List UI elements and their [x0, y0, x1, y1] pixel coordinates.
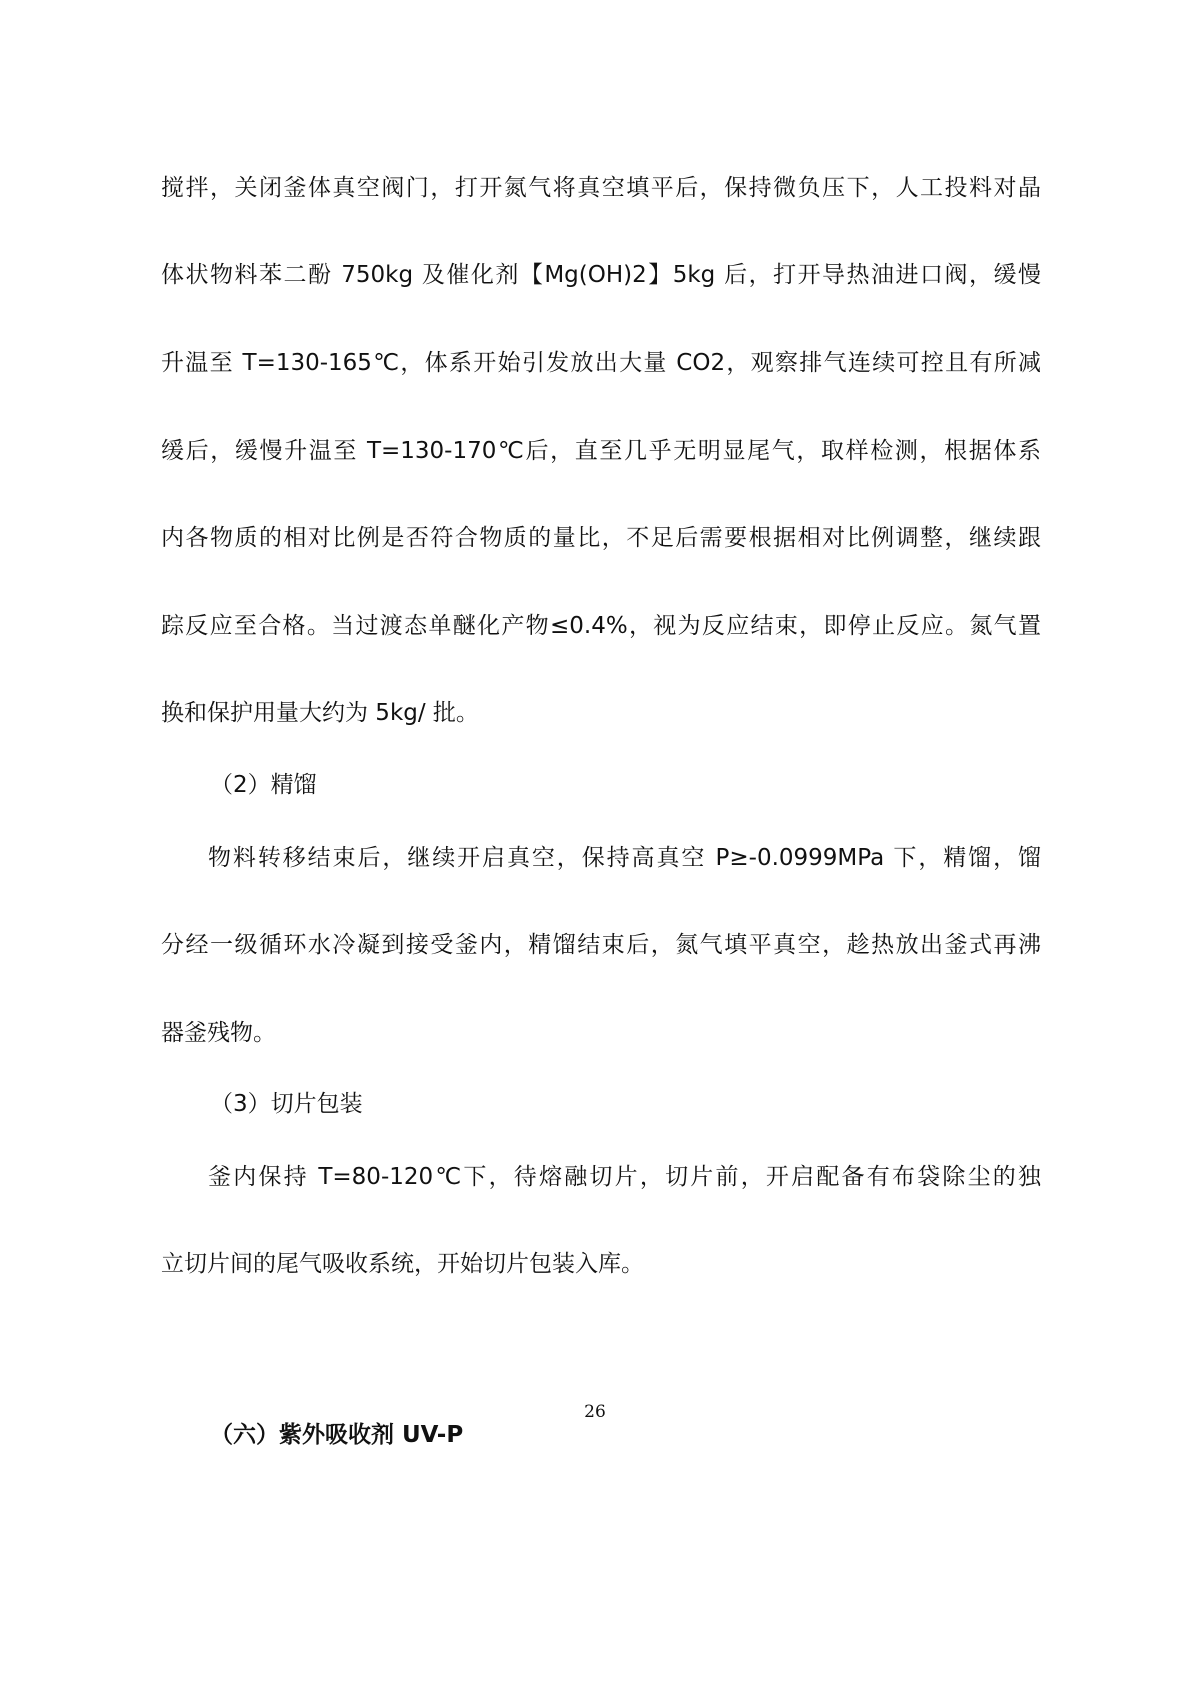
section-heading-uv-p: （六）紫外吸收剂 UV-P	[210, 1422, 464, 1448]
subheading-slicing-packaging: （3）切片包装	[210, 1091, 363, 1117]
paragraph-1-line-5: 内各物质的相对比例是否符合物质的量比，不足后需要根据相对比例调整，继续跟	[161, 525, 1041, 551]
paragraph-2-line-3: 器釜残物。	[161, 1020, 276, 1046]
paragraph-1-line-1: 搅拌，关闭釜体真空阀门，打开氮气将真空填平后，保持微负压下，人工投料对晶	[161, 175, 1041, 201]
paragraph-2-line-2: 分经一级循环水冷凝到接受釜内，精馏结束后，氮气填平真空，趁热放出釜式再沸	[161, 932, 1041, 958]
subheading-distillation: （2）精馏	[210, 772, 317, 798]
paragraph-1-line-3: 升温至 T=130-165℃，体系开始引发放出大量 CO2，观察排气连续可控且有所减	[161, 350, 1041, 376]
paragraph-2-line-1: 物料转移结束后，继续开启真空，保持高真空 P≥-0.0999MPa 下，精馏，馏	[208, 845, 1041, 871]
paragraph-1-line-7: 换和保护用量大约为 5kg/ 批。	[161, 700, 479, 726]
paragraph-1-line-6: 踪反应至合格。当过渡态单醚化产物≤0.4%，视为反应结束，即停止反应。氮气置	[161, 613, 1041, 639]
paragraph-1-line-4: 缓后，缓慢升温至 T=130-170℃后，直至几乎无明显尾气，取样检测，根据体系	[161, 438, 1041, 464]
paragraph-1-line-2: 体状物料苯二酚 750kg 及催化剂【Mg(OH)2】5kg 后，打开导热油进口阀，缓慢	[161, 262, 1041, 288]
page-number: 26	[584, 1402, 606, 1422]
paragraph-3-line-1: 釜内保持 T=80-120℃下，待熔融切片，切片前，开启配备有布袋除尘的独	[208, 1164, 1041, 1190]
paragraph-3-line-2: 立切片间的尾气吸收系统，开始切片包装入库。	[161, 1251, 644, 1277]
